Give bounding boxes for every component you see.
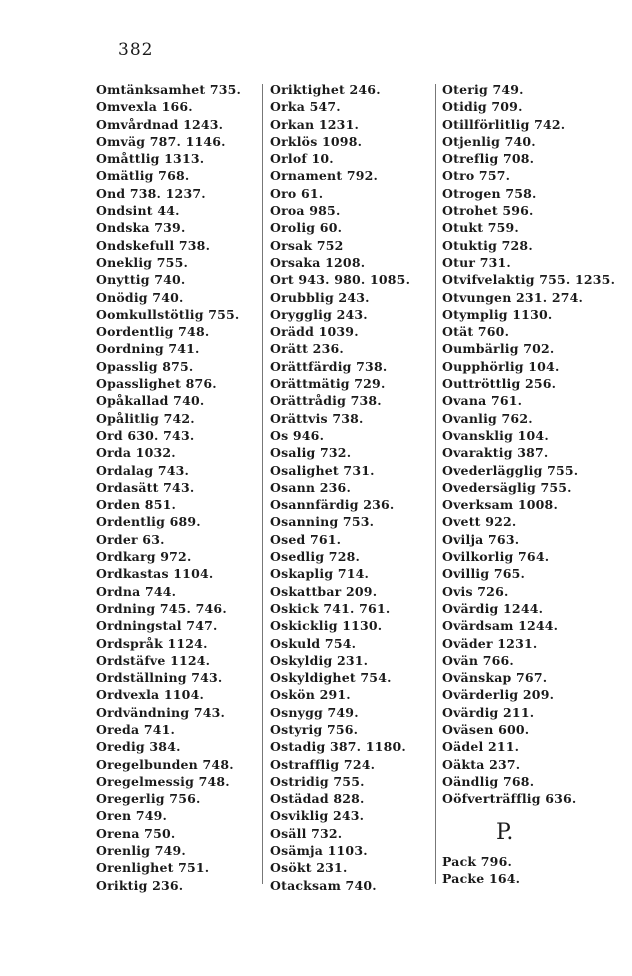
index-entry: Otro 757. bbox=[442, 168, 511, 184]
index-entry: Ovärdsam 1244. bbox=[442, 618, 559, 634]
index-entry: Orlof 10. bbox=[270, 151, 334, 167]
index-entry: Orädd 1039. bbox=[270, 324, 359, 340]
index-entry: Ovett 922. bbox=[442, 514, 517, 530]
index-entry: Osalig 732. bbox=[270, 445, 352, 461]
index-entry: Omtänksamhet 735. bbox=[96, 82, 242, 97]
index-entry: Onyttig 740. bbox=[96, 272, 186, 288]
index-entry: Oreda 741. bbox=[96, 721, 176, 737]
index-entry: Otrogen 758. bbox=[442, 185, 537, 201]
index-entry: Orden 851. bbox=[96, 497, 177, 513]
index-entry: Oäkta 237. bbox=[442, 756, 521, 772]
index-entry: Oregelbunden 748. bbox=[96, 756, 234, 772]
index-entry: Osäll 732. bbox=[270, 825, 343, 841]
index-entry: Oro 61. bbox=[270, 185, 324, 201]
index-entry: Ovärdig 211. bbox=[442, 704, 535, 720]
index-entry: Oskyldighet 754. bbox=[270, 670, 392, 686]
index-entry: Otacksam 740. bbox=[270, 877, 377, 893]
index-entry: Omvårdnad 1243. bbox=[96, 116, 224, 132]
index-column-2 bbox=[270, 81, 430, 894]
index-entry: Orygglig 243. bbox=[270, 306, 368, 322]
index-entry: Ovederlägglig 755. bbox=[442, 462, 579, 478]
index-entry: Orubblig 243. bbox=[270, 289, 370, 305]
index-entry: Oöfverträfflig 636. bbox=[442, 791, 577, 807]
index-entry: Orkan 1231. bbox=[270, 116, 360, 132]
index-entry: Oriktighet 246. bbox=[270, 82, 381, 97]
index-entry: Oväder 1231. bbox=[442, 635, 538, 651]
index-entry: Oroa 985. bbox=[270, 203, 341, 219]
index-entry: Orklös 1098. bbox=[270, 133, 363, 149]
index-entry: Oordning 741. bbox=[96, 341, 200, 357]
index-entry: Osämja 1103. bbox=[270, 843, 368, 859]
index-entry: Ort 943. 980. 1085. bbox=[270, 272, 411, 288]
index-entry: Ordställning 743. bbox=[96, 670, 223, 686]
index-entry: Ordentlig 689. bbox=[96, 514, 201, 530]
index-entry: Ordningstal 747. bbox=[96, 618, 218, 634]
index-entry: Ovis 726. bbox=[442, 583, 509, 599]
index-entry: Order 63. bbox=[96, 531, 165, 547]
index-entry: Onödig 740. bbox=[96, 289, 184, 305]
index-entry: Ostridig 755. bbox=[270, 773, 365, 789]
index-entry: Orena 750. bbox=[96, 825, 176, 841]
index-entry: Omåttlig 1313. bbox=[96, 151, 205, 167]
index-entry: Otvungen 231. 274. bbox=[442, 289, 584, 305]
index-entry: Otur 731. bbox=[442, 254, 511, 270]
index-entry: Ovärdig 1244. bbox=[442, 600, 544, 616]
index-entry: Ordning 745. 746. bbox=[96, 600, 227, 616]
index-entry: Osanning 753. bbox=[270, 514, 375, 530]
index-entry: Omvexla 166. bbox=[96, 99, 193, 115]
index-entry: Oskicklig 1130. bbox=[270, 618, 383, 634]
index-entry: Ordkarg 972. bbox=[96, 549, 192, 565]
index-entry: Ovilkorlig 764. bbox=[442, 549, 550, 565]
index-entry: Ordasätt 743. bbox=[96, 479, 195, 495]
index-entry: Ovaraktig 387. bbox=[442, 445, 549, 461]
index-entry: Opasslig 875. bbox=[96, 358, 194, 374]
index-entry: Orätt 236. bbox=[270, 341, 344, 357]
index-entry: Packe 164. bbox=[442, 871, 521, 887]
index-entry: Ovärderlig 209. bbox=[442, 687, 555, 703]
index-entry: Orolig 60. bbox=[270, 220, 343, 236]
index-entry: Osviklig 243. bbox=[270, 808, 365, 824]
index-entry: Ordspråk 1124. bbox=[96, 635, 208, 651]
index-entry: Orättvis 738. bbox=[270, 410, 364, 426]
index-entry: Oskön 291. bbox=[270, 687, 351, 703]
index-entry: Orsaka 1208. bbox=[270, 254, 366, 270]
index-entry: Ostyrig 756. bbox=[270, 721, 359, 737]
index-entry: Oregelmessig 748. bbox=[96, 773, 230, 789]
index-entry: Ovansklig 104. bbox=[442, 427, 549, 443]
index-entry: Otvifvelaktig 755. 1235. bbox=[442, 272, 616, 288]
index-entry: Ordvexla 1104. bbox=[96, 687, 205, 703]
index-entry: Orättmätig 729. bbox=[270, 376, 386, 392]
index-entry: Omväg 787. 1146. bbox=[96, 133, 226, 149]
index-entry: Orka 547. bbox=[270, 99, 341, 115]
index-entry: Ostadig 387. 1180. bbox=[270, 739, 406, 755]
index-entry: Pack 796. bbox=[442, 854, 513, 869]
index-entry: Oädel 211. bbox=[442, 739, 520, 755]
index-entry: Orsak 752 bbox=[270, 237, 344, 253]
index-entry: Ordkastas 1104. bbox=[96, 566, 214, 582]
index-entry: Oskuld 754. bbox=[270, 635, 357, 651]
index-entry: Oordentlig 748. bbox=[96, 324, 210, 340]
index-entry: Oren 749. bbox=[96, 808, 168, 824]
index-entry: Ovana 761. bbox=[442, 393, 523, 409]
index-entry: Oskyldig 231. bbox=[270, 652, 369, 668]
index-entry: Oterig 749. bbox=[442, 82, 524, 97]
index-entry: Oupphörlig 104. bbox=[442, 358, 560, 374]
index-entry: Otidig 709. bbox=[442, 99, 523, 115]
index-column-1 bbox=[96, 81, 256, 894]
index-entry: Orenlighet 751. bbox=[96, 860, 210, 876]
index-entry: Otukt 759. bbox=[442, 220, 519, 236]
index-entry: Osed 761. bbox=[270, 531, 342, 547]
index-entry: Ond 738. 1237. bbox=[96, 185, 206, 201]
index-entry: Ovillig 765. bbox=[442, 566, 526, 582]
index-entry: Oregerlig 756. bbox=[96, 791, 201, 807]
index-entry: Orenlig 749. bbox=[96, 843, 186, 859]
index-entry: Osalighet 731. bbox=[270, 462, 375, 478]
index-column-3 bbox=[442, 81, 616, 807]
index-entry: Oredig 384. bbox=[96, 739, 181, 755]
index-entry: Ostrafflig 724. bbox=[270, 756, 376, 772]
index-entry: Ovän 766. bbox=[442, 652, 514, 668]
index-entry: Opålitlig 742. bbox=[96, 410, 195, 426]
index-entry: Oomkullstötlig 755. bbox=[96, 306, 240, 322]
index-entry: Oneklig 755. bbox=[96, 254, 189, 270]
index-entry: Oskick 741. 761. bbox=[270, 600, 391, 616]
index-entry: Oriktig 236. bbox=[96, 877, 184, 893]
index-entry: Overksam 1008. bbox=[442, 497, 559, 513]
index-entry: Osedlig 728. bbox=[270, 549, 361, 565]
index-entry: Oskaplig 714. bbox=[270, 566, 370, 582]
index-entry: Ovilja 763. bbox=[442, 531, 520, 547]
index-entry: Otreflig 708. bbox=[442, 151, 535, 167]
index-entry: Ordna 744. bbox=[96, 583, 177, 599]
page-number: 382 bbox=[118, 40, 154, 60]
index-entry: Ordvändning 743. bbox=[96, 704, 226, 720]
index-entry: Ordalag 743. bbox=[96, 462, 190, 478]
index-entry: Orättfärdig 738. bbox=[270, 358, 388, 374]
index-entry: Otymplig 1130. bbox=[442, 306, 553, 322]
index-entry: Opåkallad 740. bbox=[96, 393, 205, 409]
index-entry: Orättrådig 738. bbox=[270, 393, 382, 409]
index-entry: Ovänskap 767. bbox=[442, 670, 548, 686]
index-entry: Otät 760. bbox=[442, 324, 510, 340]
index-entry: Otuktig 728. bbox=[442, 237, 533, 253]
column-divider bbox=[262, 84, 263, 884]
index-entry: Orda 1032. bbox=[96, 445, 176, 461]
index-entry: Osökt 231. bbox=[270, 860, 348, 876]
index-entry: Osannfärdig 236. bbox=[270, 497, 395, 513]
index-entry: Oändlig 768. bbox=[442, 773, 535, 789]
section-heading: P. bbox=[496, 820, 514, 845]
index-entry: Ondska 739. bbox=[96, 220, 186, 236]
index-entry: Oumbärlig 702. bbox=[442, 341, 555, 357]
section-p-entries bbox=[442, 853, 612, 888]
index-entry: Ornament 792. bbox=[270, 168, 379, 184]
index-entry: Ord 630. 743. bbox=[96, 427, 195, 443]
index-entry: Osann 236. bbox=[270, 479, 351, 495]
index-entry: Ovedersäglig 755. bbox=[442, 479, 572, 495]
index-entry: Os 946. bbox=[270, 427, 325, 443]
index-entry: Oväsen 600. bbox=[442, 721, 530, 737]
index-entry: Opasslighet 876. bbox=[96, 376, 217, 392]
index-entry: Ondsint 44. bbox=[96, 203, 180, 219]
index-entry: Otjenlig 740. bbox=[442, 133, 536, 149]
index-entry: Osnygg 749. bbox=[270, 704, 359, 720]
index-entry: Ordstäfve 1124. bbox=[96, 652, 211, 668]
index-entry: Oskattbar 209. bbox=[270, 583, 378, 599]
column-divider bbox=[435, 84, 436, 884]
index-entry: Outtröttlig 256. bbox=[442, 376, 557, 392]
index-entry: Otillförlitlig 742. bbox=[442, 116, 566, 132]
index-entry: Ondskefull 738. bbox=[96, 237, 211, 253]
index-entry: Otrohet 596. bbox=[442, 203, 534, 219]
index-entry: Ovanlig 762. bbox=[442, 410, 533, 426]
index-entry: Omätlig 768. bbox=[96, 168, 190, 184]
index-entry: Ostädad 828. bbox=[270, 791, 365, 807]
